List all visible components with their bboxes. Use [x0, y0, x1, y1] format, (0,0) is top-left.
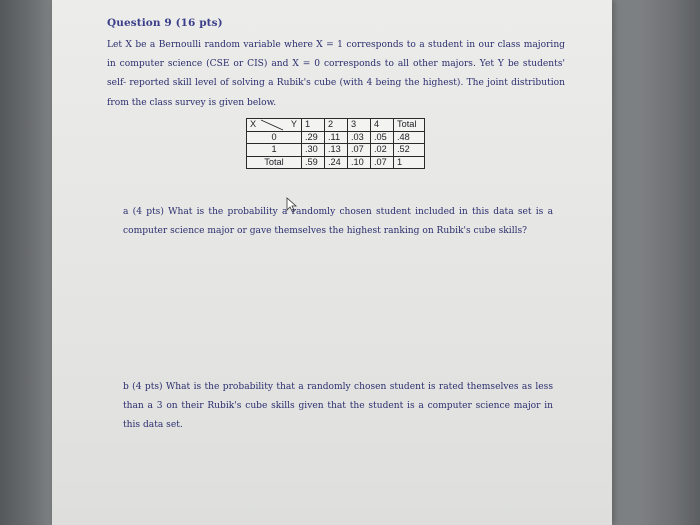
- table-corner-cell: [247, 119, 302, 132]
- table-cell: .07: [371, 156, 394, 169]
- table-cell: .52: [394, 144, 425, 157]
- table-cell: .03: [348, 131, 371, 144]
- table-cell: .05: [371, 131, 394, 144]
- table-cell: .29: [302, 131, 325, 144]
- row-label: 1: [247, 144, 302, 157]
- table-cell: .10: [348, 156, 371, 169]
- table-cell: .07: [348, 144, 371, 157]
- table-cell: .13: [325, 144, 348, 157]
- part-a-question: [123, 203, 553, 241]
- column-header: 1: [302, 119, 325, 132]
- intro-text: Let X be a Bernoulli random variable where X = 1 corresponds to a student in our class majoring in computer science (CSE or CIS) and X = 0 corresponds to all other majors. Yet Y be students' self- reported skill level of solving a Rubik's cube (with 4 being the highest). The joint distribution from the class survey is given below.: [107, 40, 565, 108]
- table-cell: 1: [394, 156, 425, 169]
- table-cell: .59: [302, 156, 325, 169]
- table-row: [247, 131, 425, 144]
- corner-x-label: X: [250, 119, 257, 129]
- part-b-text: b (4 pts) What is the probability that a randomly chosen student is rated themselves as less than a 3 on their Rubik's cube skills given that the student is a computer science major in this data set.: [123, 382, 553, 431]
- column-header-total: Total: [394, 119, 425, 132]
- table-header-row: [247, 119, 425, 132]
- table-cell: .48: [394, 131, 425, 144]
- question-title: Question 9 (16 pts): [107, 17, 223, 29]
- table-row: [247, 144, 425, 157]
- table-cell: .30: [302, 144, 325, 157]
- column-header: 4: [371, 119, 394, 132]
- corner-y-label: Y: [290, 119, 297, 129]
- question-intro: [107, 36, 565, 113]
- table-cell: .02: [371, 144, 394, 157]
- part-b-question: [123, 378, 553, 436]
- table-row: [247, 156, 425, 169]
- row-label: Total: [247, 156, 302, 169]
- column-header: 2: [325, 119, 348, 132]
- row-label: 0: [247, 131, 302, 144]
- column-header: 3: [348, 119, 371, 132]
- part-a-text: a (4 pts) What is the probability a randomly chosen student included in this data set is a computer science major or gave themselves the highest ranking on Rubik's cube skills?: [123, 207, 553, 237]
- table-cell: .11: [325, 131, 348, 144]
- joint-distribution-table: [246, 118, 425, 169]
- table-cell: .24: [325, 156, 348, 169]
